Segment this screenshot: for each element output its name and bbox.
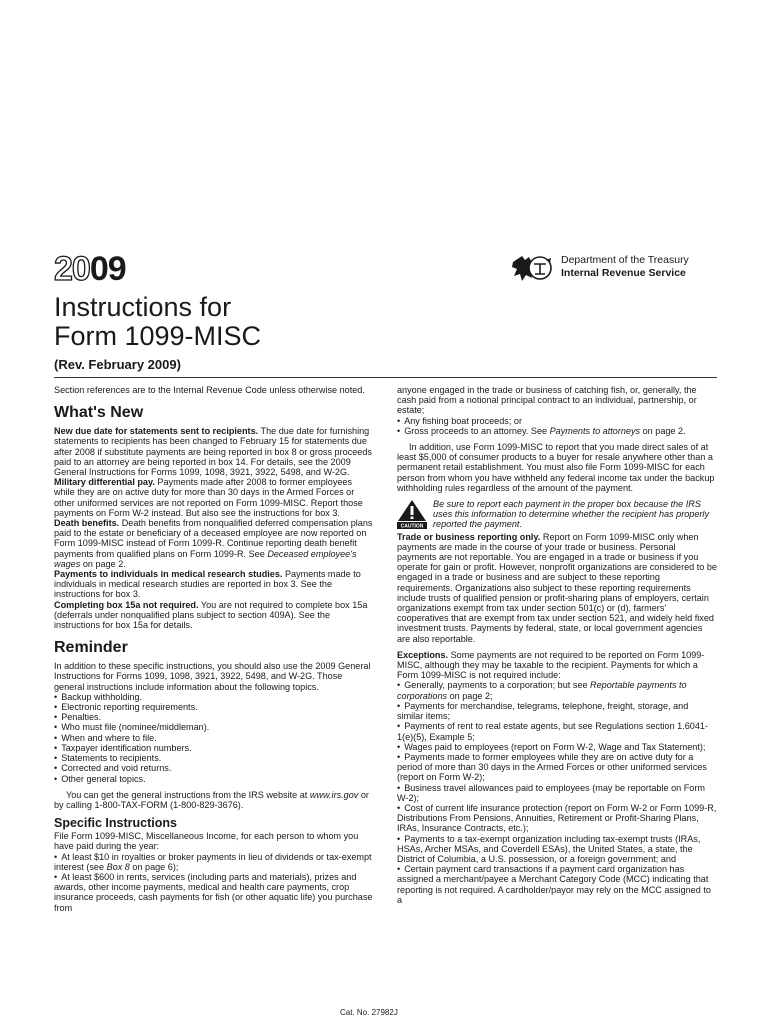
list-item: • Penalties.: [54, 712, 373, 722]
paragraph: Military differential pay. Payments made after 2008 to former employees while they are on active duty for more than 30 days in the Armed Forces or other uniformed services are not reported on Form 1099-MISC. Report those payments on Form W-2 instead. But also see the instructions for box 3.: [54, 477, 363, 518]
caution-label: CAUTION: [400, 523, 424, 530]
caution-text: Be sure to report each payment in the proper box because the IRS uses this information to determine whether the recipient has properly reported the payment.: [433, 499, 709, 530]
whats-new-heading: What's New: [54, 404, 144, 422]
list-item: • Certain payment card transactions if a payment card organization has assigned a merchant/payee a Merchant Category Code (MCC) indicating that reporting is not required. A cardholder/payor may rely on the MCC assigned to a: [397, 864, 717, 905]
caution-icon: [397, 499, 427, 529]
list-item: • Payments for merchandise, telegrams, telephone, freight, storage, and similar items;: [397, 701, 717, 721]
list-item: • Business travel allowances paid to employees (may be reportable on Form W-2);: [397, 783, 717, 803]
list-item: • When and where to file.: [54, 733, 373, 743]
list-item: • Wages paid to employees (report on Form W-2, Wage and Tax Statement);: [397, 742, 717, 752]
paragraph: anyone engaged in the trade or business of catching fish, or, generally, the cash paid from a notional principal contract to an individual, partnership, or estate;: [397, 385, 697, 416]
specific-instructions-heading: Specific Instructions: [54, 816, 177, 831]
list-item: • Any fishing boat proceeds; or: [397, 416, 717, 426]
list-item: • Who must file (nominee/middleman).: [54, 722, 373, 732]
list-item: • Electronic reporting requirements.: [54, 702, 373, 712]
paragraph: Completing box 15a not required. You are not required to complete box 15a (deferrals under nonqualified plans subject to section 409A). See the instructions for box 15a for details.: [54, 599, 368, 631]
revision-date: (Rev. February 2009): [54, 357, 181, 372]
paragraph: Payments to individuals in medical research studies. Payments made to individuals in medical research studies are reported in box 3. See the instructions for box 3.: [54, 569, 361, 600]
tax-year: 2009: [54, 250, 126, 288]
intro-text: Section references are to the Internal Revenue Code unless otherwise noted.: [54, 385, 365, 395]
paragraph: New due date for statements sent to recipients. The due date for furnishing statements to recipients has been changed to February 15 for statements due after 2008 if substitute payments are being reported in box 8 or gross proceeds paid to an attorney are being reported in box 14. For details, see the 2009 General Instructions for Forms 1099, 1098, 3921, 3922, 5498, and W-2G.: [54, 426, 372, 478]
list-item: • Payments made to former employees while they are on active duty for a period of more than 30 days in the Armed Forces or other uniformed services (report on Form W-2);: [397, 752, 717, 783]
header-rule: [54, 377, 717, 378]
list-item: • Payments of rent to real estate agents, but see Regulations section 1.6041-1(e)(5), Example 5;: [397, 721, 717, 741]
paragraph: Death benefits. Death benefits from nonqualified deferred compensation plans paid to the estate or beneficiary of a deceased employee are now reported on Form 1099-MISC instead of Form 1099-R. Continue reporting death benefit payments from qualified plans on Form 1099-R. See Deceased employee's wages on page 2.: [54, 518, 373, 569]
right-column: [397, 385, 717, 905]
paragraph: Exceptions. Some payments are not required to be reported on Form 1099-MISC, although they may be taxable to the recipient. Payments for which a Form 1099-MISC is not required include:: [397, 649, 705, 681]
list-item: • Gross proceeds to an attorney. See Payments to attorneys on page 2.: [397, 426, 717, 436]
list-item: • Other general topics.: [54, 774, 373, 784]
list-item: • Payments to a tax-exempt organization including tax-exempt trusts (IRAs, HSAs, Archer MSAs, and Coverdell ESAs), the United States, a state, the District of Columbia, a U.S. possession, or a foreign government; and: [397, 834, 717, 865]
catalog-number: Cat. No. 27982J: [340, 1008, 398, 1017]
page-title: Instructions for Form 1099-MISC: [54, 292, 262, 351]
irs-website-link[interactable]: www.irs.gov: [309, 789, 359, 800]
list-item: • Generally, payments to a corporation; but see Reportable payments to corporations on page 2;: [397, 680, 717, 700]
irs-eagle-logo: [510, 254, 554, 284]
paragraph: You can get the general instructions from the IRS website at www.irs.gov or by calling 1-800-TAX-FORM (1-800-829-3676).: [54, 789, 369, 810]
paragraph: Trade or business reporting only. Report on Form 1099-MISC only when payments are made in the course of your trade or business. Personal payments are not reportable. You are engaged in a trade or business if you operate for gain or profit. However, nonprofit organizations are considered to be engaged in a trade or business and are subject to these reporting requirements. Organizations also subject to these reporting requirements include trusts of qualified pension or profit-sharing plans of employers, certain organizations exempt from tax under section 501(c) or (d), farmers' cooperatives that are exempt from tax under section 521, and widely held fixed investment trusts. Payments by federal, state, or local government agencies are also reportable.: [397, 531, 717, 644]
list-item: • Statements to recipients.: [54, 753, 373, 763]
agency-name: Department of the Treasury Internal Revenue Service: [561, 254, 689, 279]
list-item: • At least $10 in royalties or broker payments in lieu of dividends or tax-exempt interest (see Box 8 on page 6);: [54, 852, 373, 872]
list-item: • Taxpayer identification numbers.: [54, 743, 373, 753]
reminder-heading: Reminder: [54, 639, 128, 657]
paragraph: In addition to these specific instructions, you should also use the 2009 General Instructions for Forms 1099, 1098, 3921, 3922, 5498, and W-2G. Those general instructions include information about the following topics.: [54, 661, 371, 692]
list-item: • Cost of current life insurance protection (report on Form W-2 or Form 1099-R, Distributions From Pensions, Annuities, Retirement or Profit-Sharing Plans, IRAs, Insurance Contracts, etc.);: [397, 803, 717, 834]
list-item: • Backup withholding.: [54, 692, 373, 702]
caution-note: [397, 499, 717, 530]
list-item: • At least $600 in rents, services (including parts and materials), prizes and awards, other income payments, medical and health care payments, crop insurance proceeds, cash payments for fish (or other aquatic life) you purchase from: [54, 872, 373, 913]
list-item: • Corrected and void returns.: [54, 763, 373, 773]
paragraph: In addition, use Form 1099-MISC to report that you made direct sales of at least $5,000 of consumer products to a buyer for resale anywhere other than a permanent retail establishment. You must also file Form 1099-MISC for each person from whom you have withheld any federal income tax under the backup withholding rules regardless of the amount of the payment.: [397, 442, 715, 493]
left-column: [54, 385, 373, 913]
paragraph: File Form 1099-MISC, Miscellaneous Income, for each person to whom you have paid during the year:: [54, 831, 359, 852]
